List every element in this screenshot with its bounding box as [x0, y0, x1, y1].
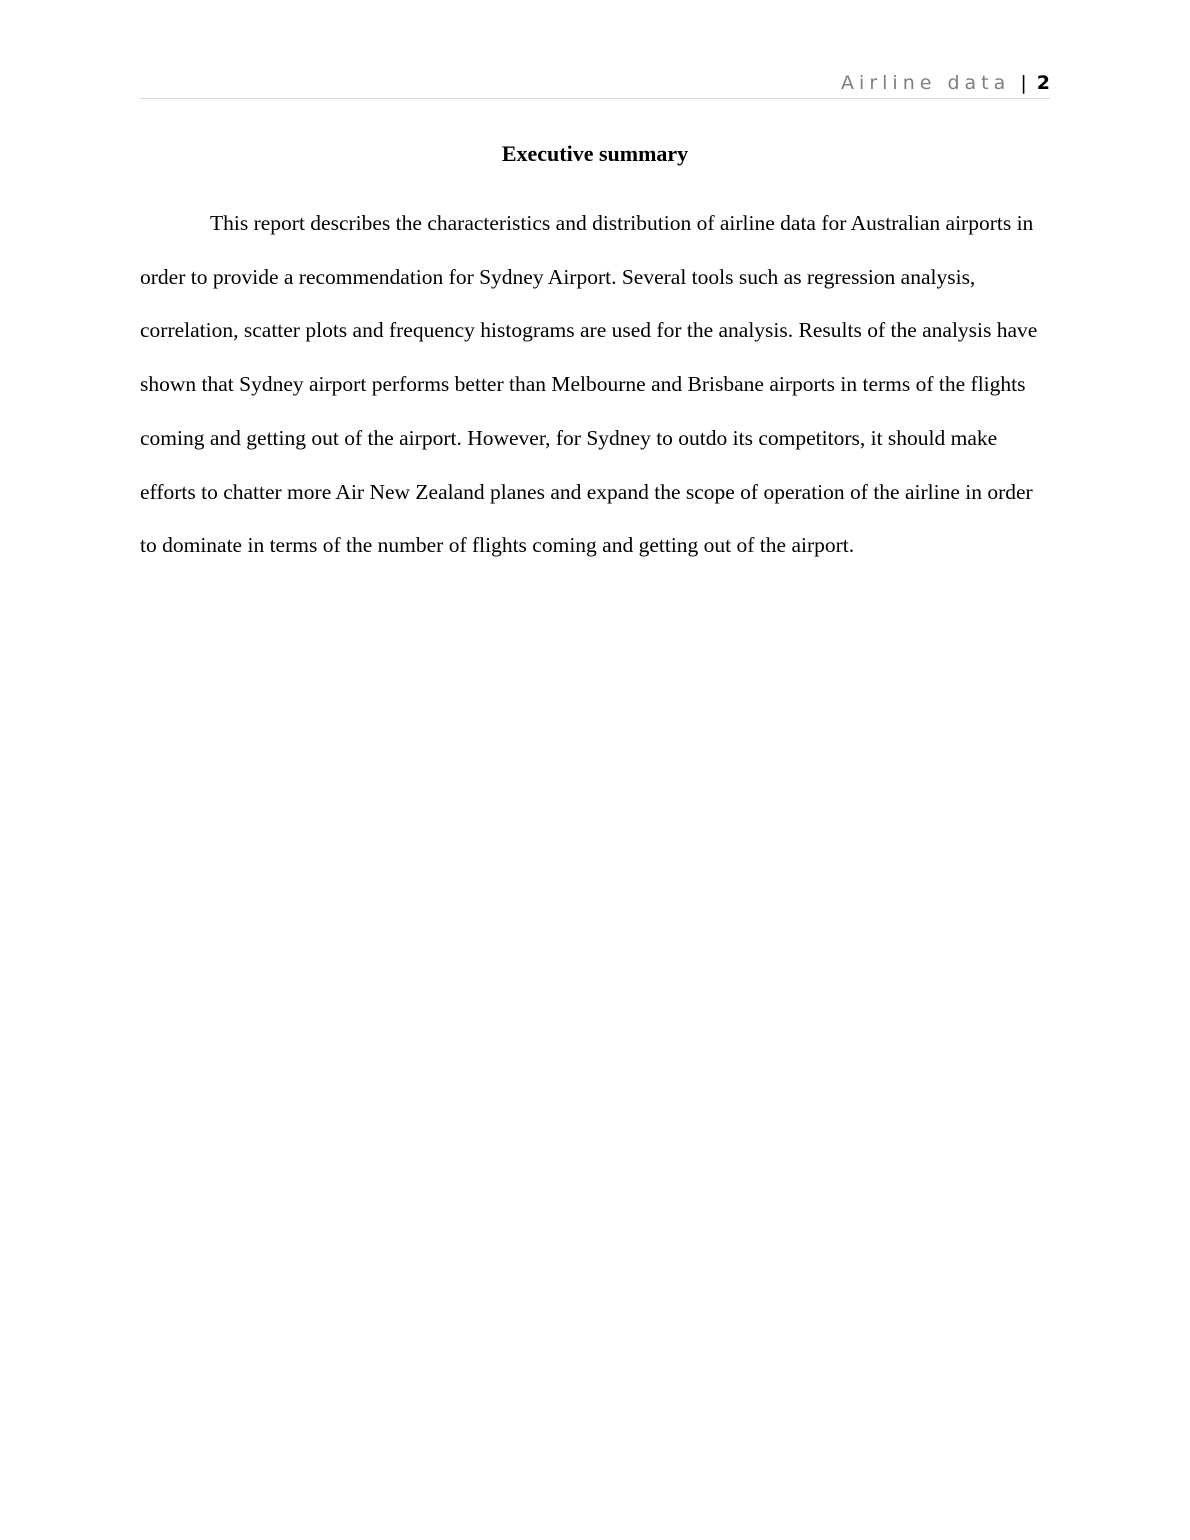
page-number: 2 — [1036, 72, 1050, 94]
header-title: Airline data — [841, 72, 1011, 94]
page-header — [140, 70, 1050, 99]
summary-paragraph: This report describes the characteristics and distribution of airline data for Australian airports in order to provide a recommendation for Sydney Airport. Several tools such as regression analysis, correlation, scatter plots and frequency histograms are used for the analysis. Results of the analysis have shown that Sydney airport performs better than Melbourne and Brisbane airports in terms of the flights coming and getting out of the airport. However, for Sydney to outdo its competitors, it should make efforts to chatter more Air New Zealand planes and expand the scope of operation of the airline in order to dominate in terms of the number of flights coming and getting out of the airport. — [140, 211, 1038, 558]
header-separator: | — [1020, 72, 1027, 94]
section-title: Executive summary — [501, 141, 689, 166]
